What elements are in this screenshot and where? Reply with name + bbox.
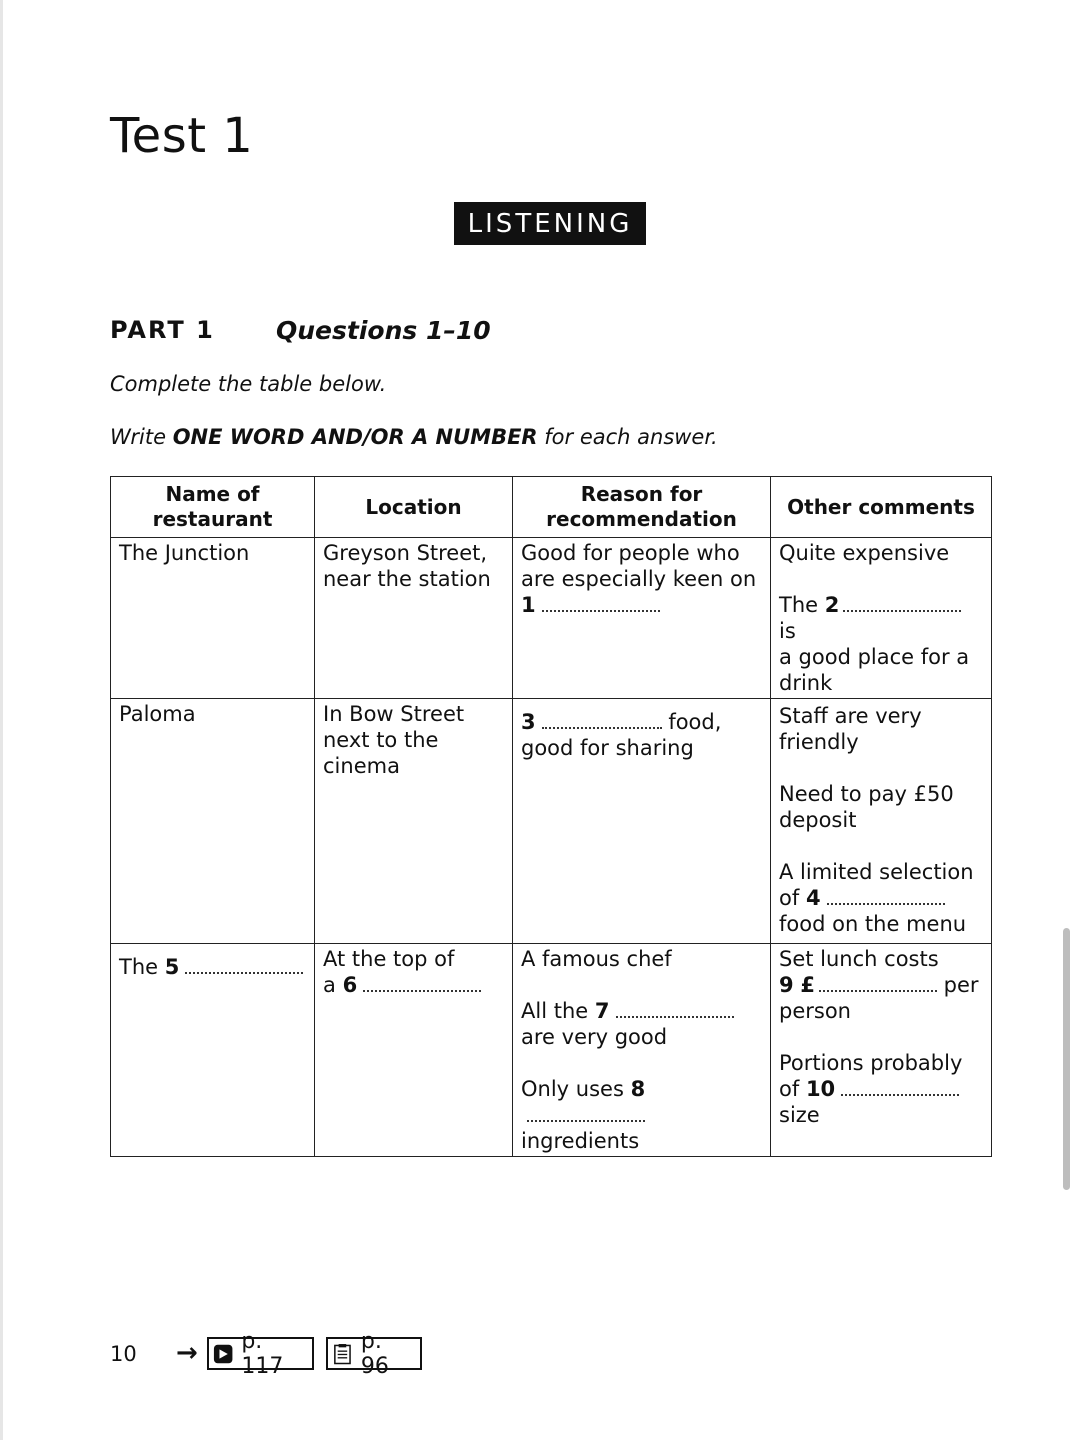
comment-text: is — [779, 619, 796, 643]
comment-text — [779, 1076, 983, 1102]
reason-text: ingredients — [521, 1129, 640, 1153]
header-name: Name of restaurant — [111, 477, 315, 538]
transcript-reference-button[interactable] — [326, 1328, 422, 1379]
comment-text: food on the menu — [779, 912, 967, 936]
question-number: 8 — [630, 1077, 646, 1101]
header-reason: Reason for recommendation — [513, 477, 771, 538]
header-location: Location — [315, 477, 513, 538]
question-number: 10 — [805, 1077, 836, 1101]
page-number: 10 — [110, 1342, 137, 1366]
question-number: 2 — [824, 593, 840, 617]
audio-page-ref: p. 117 — [241, 1328, 284, 1379]
answer-blank[interactable] — [185, 958, 303, 974]
comment-text: size — [779, 1103, 820, 1127]
cell-name: The Junction — [111, 538, 315, 699]
answer-blank[interactable] — [819, 976, 937, 992]
comment-text — [779, 859, 983, 911]
answer-blank[interactable] — [616, 1002, 734, 1018]
cell-location: Greyson Street, near the station — [315, 538, 513, 699]
question-number: 5 — [164, 955, 180, 979]
transcript-icon — [332, 1343, 353, 1365]
reason-text — [521, 1076, 762, 1128]
comment-text — [779, 972, 983, 998]
instruction-complete-table: Complete the table below. — [110, 372, 387, 396]
comment-text: Staff are very friendly — [779, 704, 922, 754]
answer-blank[interactable] — [827, 889, 945, 905]
instruction-emphasis: ONE WORD AND/OR A NUMBER — [172, 425, 538, 449]
cell-reason — [513, 944, 771, 1157]
answer-blank[interactable] — [363, 976, 481, 992]
question-number: 1 — [521, 593, 536, 617]
comment-text: person — [779, 999, 851, 1023]
cell-comments — [771, 944, 992, 1157]
answer-blank[interactable] — [527, 1106, 645, 1122]
cell-name: Paloma — [111, 699, 315, 944]
instruction-word-limit — [110, 425, 718, 449]
question-number: 6 — [342, 973, 358, 997]
reason-text: food, — [668, 710, 722, 734]
reason-text: are very good — [521, 1025, 668, 1049]
comment-text: Portions probably — [779, 1051, 963, 1075]
question-number: 4 — [805, 886, 821, 910]
answer-blank[interactable] — [542, 713, 662, 729]
reason-text: A famous chef — [521, 947, 672, 971]
cell-name — [111, 944, 315, 1157]
cell-location — [315, 944, 513, 1157]
cell-reason — [513, 538, 771, 699]
reason-text — [521, 709, 762, 735]
comment-text: Need to pay £50 deposit — [779, 782, 954, 832]
question-number: 3 — [521, 710, 536, 734]
header-comments: Other comments — [771, 477, 992, 538]
reason-text: Only uses — [521, 1077, 624, 1101]
table-header-row — [111, 477, 992, 538]
section-banner: LISTENING — [454, 202, 646, 245]
instruction-text: for each answer. — [537, 425, 718, 449]
location-text: a — [323, 973, 336, 997]
reason-text: good for sharing — [521, 736, 694, 760]
restaurant-table — [110, 476, 992, 1157]
page-title: Test 1 — [110, 108, 254, 164]
name-text — [119, 954, 306, 980]
part-label: PART 1 — [110, 316, 215, 344]
audio-icon — [213, 1343, 233, 1365]
comment-text: Quite expensive — [779, 541, 950, 565]
cell-reason — [513, 699, 771, 944]
comment-text: A limited selection of — [779, 860, 974, 910]
reason-text — [521, 998, 762, 1024]
question-number: 7 — [594, 999, 610, 1023]
arrow-right-icon: → — [176, 1338, 198, 1368]
scrollbar-thumb[interactable] — [1063, 928, 1070, 1190]
table-row — [111, 538, 992, 699]
page-edge — [0, 0, 3, 1440]
comment-text — [779, 592, 983, 644]
table-row — [111, 699, 992, 944]
instruction-text: Write — [110, 425, 173, 449]
comment-text: a good place for a drink — [779, 645, 970, 695]
currency-symbol: £ — [800, 973, 815, 997]
table-row — [111, 944, 992, 1157]
name-text: The — [119, 955, 159, 979]
answer-blank[interactable] — [841, 1080, 959, 1096]
cell-comments — [771, 699, 992, 944]
reason-text: All the — [521, 999, 589, 1023]
answer-blank[interactable] — [843, 596, 961, 612]
comment-text: of — [779, 1077, 800, 1101]
cell-location: In Bow Street next to the cinema — [315, 699, 513, 944]
location-text — [323, 972, 504, 998]
audio-reference-button[interactable] — [207, 1328, 314, 1379]
cell-comments — [771, 538, 992, 699]
location-text: At the top of — [323, 947, 455, 971]
answer-blank[interactable] — [542, 596, 660, 612]
questions-range: Questions 1–10 — [276, 316, 491, 345]
transcript-page-ref: p. 96 — [360, 1328, 389, 1379]
reason-text: Good for people who are especially keen on — [521, 541, 757, 591]
comment-text: The — [779, 593, 819, 617]
question-number: 9 — [779, 973, 794, 997]
comment-text: Set lunch costs — [779, 947, 939, 971]
comment-text: per — [943, 973, 979, 997]
